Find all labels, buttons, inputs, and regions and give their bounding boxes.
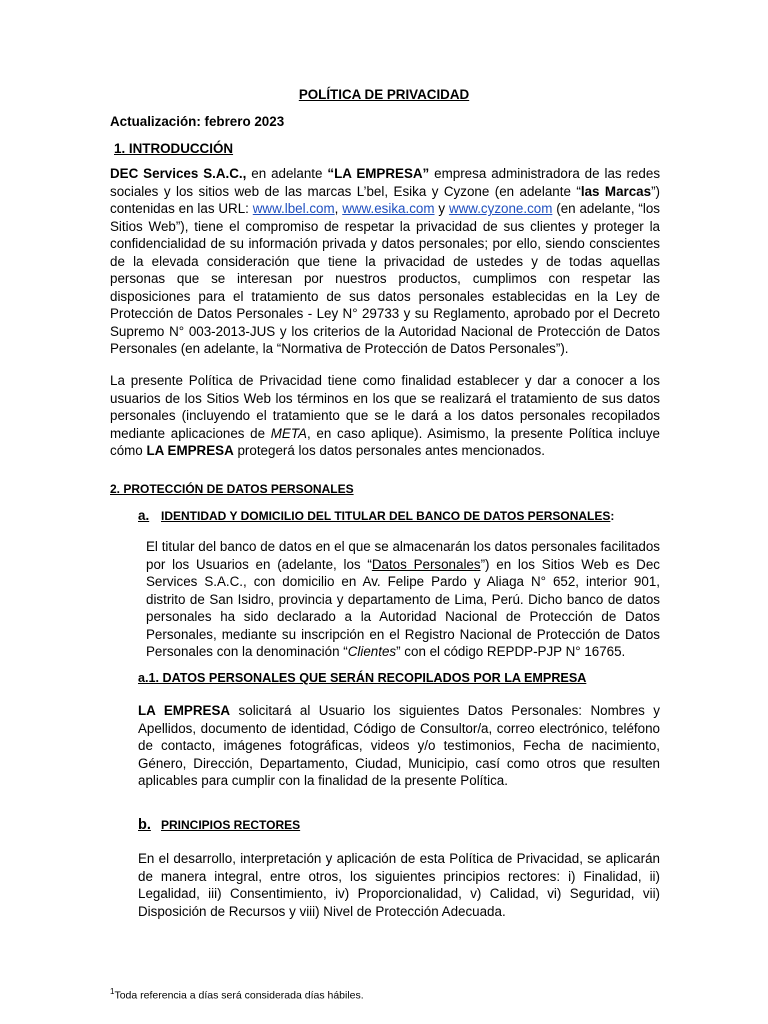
lbel-link[interactable]: www.lbel.com [252, 201, 335, 216]
update-date: Actualización: febrero 2023 [110, 114, 285, 129]
intro-text: , [334, 201, 343, 216]
intro-paragraph-2 [110, 372, 660, 460]
subsection-letter: a. [138, 508, 150, 523]
subsection-b-paragraph: En el desarrollo, interpretación y aplicación de esta Política de Privacidad, se aplicarán de manera integral, entre otros, los siguientes principios rectores: i) Finalidad, ii) Legalidad, iii) Consentimiento, iv) Proporcionalidad, v) Calidad, vi) Seguridad, vii) Disposición de Recursos y viii) Nivel de Protección Adecuada. [138, 851, 660, 919]
la-empresa-label: LA EMPRESA [138, 703, 231, 718]
body-text: ” con el código REPDP-PJP N° 16765. [396, 644, 626, 659]
meta-term: META [270, 425, 307, 441]
la-empresa-label: LA EMPRESA [146, 443, 234, 458]
section-1-heading: 1. INTRODUCCIÓN [114, 141, 234, 156]
colon: : [610, 509, 615, 523]
clientes-term: Clientes [347, 644, 397, 659]
intro-text: ”) contenidas en las URL: [110, 183, 660, 216]
subsection-letter: b. [138, 817, 151, 833]
intro-text: empresa administradora de las redes sociales y los sitios web de las marcas L’bel, Esika y Cyzone (en adelante “ [110, 166, 661, 199]
intro-text: , en caso aplique). Asimismo, la presente Política incluye cómo [110, 425, 660, 458]
las-marcas-label: las Marcas [580, 183, 652, 199]
cyzone-link[interactable]: www.cyzone.com [448, 201, 553, 216]
esika-link[interactable]: www.esika.com [342, 201, 435, 216]
body-text: solicitará al Usuario los siguientes Datos Personales: Nombres y Apellidos, documento de identidad, Código de Consultor/a, correo electrónico, teléfono de contacto, imágenes fotográficas, videos y/o testimonios, Fecha de nacimiento, Género, Dirección, Departamento, Ciudad, Municipio, casí como otros que resulten aplicables para cumplir con la finalidad de la presente Política. [138, 703, 660, 788]
section-2-heading: 2. PROTECCIÓN DE DATOS PERSONALES [110, 482, 354, 496]
intro-paragraph-1 [110, 165, 660, 358]
subsection-title: PRINCIPIOS RECTORES [161, 818, 301, 832]
intro-text: en adelante [246, 166, 328, 181]
intro-text: y [434, 201, 449, 216]
body-text: ”) en los Sitios Web es Dec Services S.A.C., con domicilio en Av. Felipe Pardo y Aliaga N° 652, interior 901, distrito de San Isidro, provincia y departamento de Lima, Perú. Dicho banco de datos personales ha sido declarado a la Autoridad Nacional de Protección de Datos Personales, mediante su inscripción en el Registro Nacional de Protección de Datos Personales con la denominación “ [146, 556, 660, 659]
company-name: DEC Services S.A.C., [110, 166, 247, 181]
datos-personales-term: Datos Personales [371, 556, 481, 572]
body-text: El titular del banco de datos en el que se almacenarán los datos personales facilitados por los Usuarios en (adelante, los “ [146, 539, 660, 572]
intro-text: La presente Política de Privacidad tiene como finalidad establecer y dar a conocer a los usuarios de los Sitios Web los términos en los que se realizará el tratamiento de sus datos personales (incluyendo el tratamiento que se le dará a los datos personales recopilados mediante aplicaciones de [110, 373, 660, 441]
subsection-a1-paragraph [138, 702, 660, 790]
subsection-a1-heading: a.1. DATOS PERSONALES QUE SERÁN RECOPILADOS POR LA EMPRESA [138, 671, 587, 685]
intro-text: protegerá los datos personales antes mencionados. [233, 443, 545, 458]
subsection-a-paragraph [146, 538, 660, 661]
footnote [110, 983, 364, 1005]
document-title: POLÍTICA DE PRIVACIDAD [298, 87, 470, 102]
subsection-a-heading [138, 507, 614, 526]
intro-text: (en adelante, “los Sitios Web”), tiene el compromiso de respetar la privacidad de sus clientes y proteger la confidencialidad de su información privada y datos personales; por ello, siendo conscientes de la elevada consideración que tiene la privacidad de ustedes y de todas aquellas personas que se interesan por nuestros productos, cumplimos con respetar las disposiciones para el tratamiento de sus datos personales establecidas en la Ley de Protección de Datos Personales - Ley N° 29733 y su Reglamento, aprobado por el Decreto Supremo N° 003-2013-JUS y los criterios de la Autoridad Nacional de Protección de Datos Personales (en adelante, la “Normativa de Protección de Datos Personales”). [110, 201, 661, 356]
subsection-b-heading [138, 817, 300, 835]
subsection-title: IDENTIDAD Y DOMICILIO DEL TITULAR DEL BANCO DE DATOS PERSONALES [161, 509, 611, 523]
footnote-text: Toda referencia a días será considerada días hábiles. [114, 989, 364, 1002]
la-empresa-label: “LA EMPRESA” [327, 166, 430, 181]
footnote-marker: 1 [110, 987, 115, 996]
